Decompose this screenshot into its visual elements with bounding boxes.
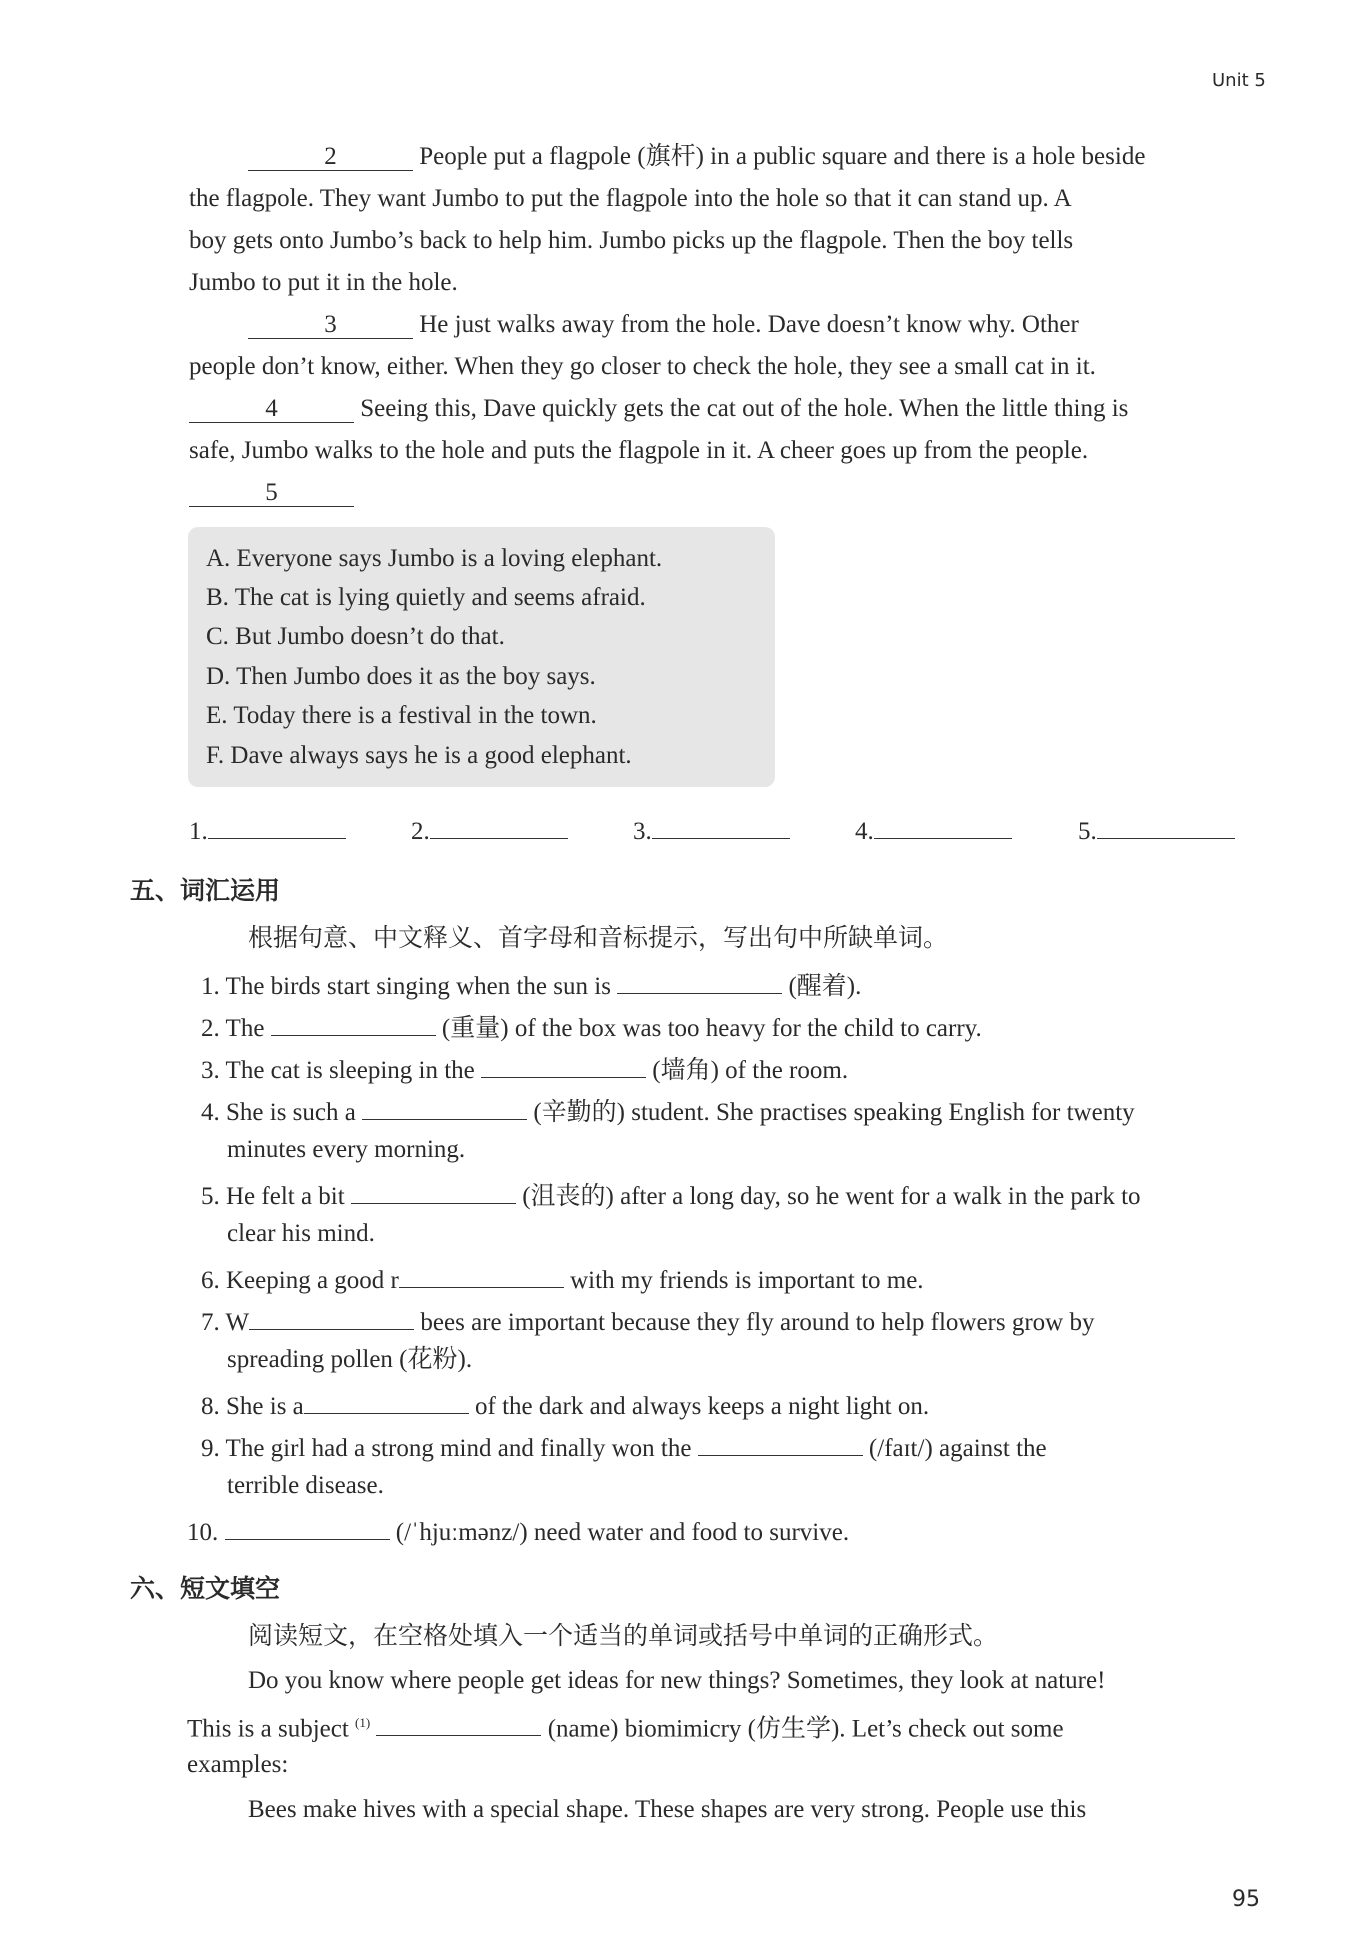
vocab-q7 xyxy=(201,1303,1095,1338)
section-5-instruction: 根据句意、中文释义、首字母和音标提示，写出句中所缺单词。 xyxy=(248,925,949,952)
vocab-q4 xyxy=(201,1093,1135,1128)
passage-line: Jumbo to put it in the hole. xyxy=(189,269,458,296)
passage-text: Seeing this, Dave quickly gets the cat out of the hole. When the little thing is xyxy=(360,395,1129,422)
vocab-q8 xyxy=(201,1387,929,1422)
passage-line: people don’t know, either. When they go closer to check the hole, they see a small cat in it. xyxy=(189,353,1096,380)
blank-5[interactable]: 5 xyxy=(189,480,354,507)
answer-blank[interactable] xyxy=(271,1009,436,1036)
question-text: (醒着). xyxy=(788,973,862,1000)
passage-text: People put a flagpole (旗杆) in a public square and there is a hole beside xyxy=(419,143,1146,170)
answer-1 xyxy=(189,812,346,847)
answer-blank[interactable] xyxy=(351,1177,516,1204)
vocab-q2 xyxy=(201,1009,982,1044)
passage-line: safe, Jumbo walks to the hole and puts the flagpole in it. A cheer goes up from the people. xyxy=(189,437,1089,464)
unit-label: Unit 5 xyxy=(1212,70,1266,91)
question-text: (/ˈhjuːmənz/) need water and food to survive. xyxy=(395,1519,850,1546)
blank-2[interactable]: 2 xyxy=(248,144,413,171)
answer-number: 5. xyxy=(1078,818,1097,845)
passage-paragraph-4 xyxy=(189,394,1128,424)
question-text: (/faɪt/) against the xyxy=(868,1435,1047,1462)
question-text: of the dark and always keeps a night light on. xyxy=(475,1393,930,1420)
answer-blank[interactable] xyxy=(225,1513,390,1540)
answer-2 xyxy=(411,812,568,847)
section-6-title: 六、短文填空 xyxy=(130,1574,281,1603)
question-text: 5. He felt a bit xyxy=(201,1183,345,1210)
cloze-line-2 xyxy=(187,1708,1064,1744)
option-b: B. The cat is lying quietly and seems afraid. xyxy=(206,584,646,611)
question-text: 3. The cat is sleeping in the xyxy=(201,1057,475,1084)
question-text: bees are important because they fly around to help flowers grow by xyxy=(420,1309,1095,1336)
answer-number: 1. xyxy=(189,818,208,845)
vocab-q10 xyxy=(187,1513,849,1548)
question-text: 9. The girl had a strong mind and finally won the xyxy=(201,1435,692,1462)
section-5-title: 五、词汇运用 xyxy=(130,876,281,905)
cloze-line: examples: xyxy=(187,1751,289,1778)
vocab-q9 xyxy=(201,1429,1047,1464)
option-c: C. But Jumbo doesn’t do that. xyxy=(206,623,505,650)
cloze-line: Bees make hives with a special shape. These shapes are very strong. People use this xyxy=(248,1796,1087,1823)
cloze-text: (name) biomimicry (仿生学). Let’s check out some xyxy=(547,1715,1064,1743)
answer-blank[interactable] xyxy=(874,812,1012,839)
vocab-q1 xyxy=(201,967,861,1002)
option-a: A. Everyone says Jumbo is a loving elephant. xyxy=(206,545,663,572)
passage-line: boy gets onto Jumbo’s back to help him. Jumbo picks up the flagpole. Then the boy tells xyxy=(189,227,1074,254)
vocab-q6 xyxy=(201,1261,924,1296)
cloze-blank-1[interactable] xyxy=(376,1709,541,1736)
vocab-q3 xyxy=(201,1051,848,1086)
passage-paragraph-5 xyxy=(189,478,354,508)
answer-blank[interactable] xyxy=(481,1051,646,1078)
answer-blank[interactable] xyxy=(652,812,790,839)
section-6-instruction: 阅读短文，在空格处填入一个适当的单词或括号中单词的正确形式。 xyxy=(248,1623,999,1650)
answer-blank[interactable] xyxy=(617,967,782,994)
blank-number: (1) xyxy=(355,1715,371,1730)
answer-blank[interactable] xyxy=(1097,812,1235,839)
question-text: 1. The birds start singing when the sun is xyxy=(201,973,611,1000)
answer-number: 3. xyxy=(633,818,652,845)
answer-5 xyxy=(1078,812,1235,847)
cloze-line: Do you know where people get ideas for new things? Sometimes, they look at nature! xyxy=(248,1667,1106,1694)
cloze-text: This is a subject xyxy=(187,1715,349,1743)
answer-number: 2. xyxy=(411,818,430,845)
answer-3 xyxy=(633,812,790,847)
answer-blank[interactable] xyxy=(698,1429,863,1456)
answer-blank[interactable] xyxy=(304,1387,469,1414)
vocab-q5-cont: clear his mind. xyxy=(227,1220,375,1247)
vocab-q9-cont: terrible disease. xyxy=(227,1472,384,1499)
vocab-q7-cont: spreading pollen (花粉). xyxy=(227,1346,473,1373)
vocab-q5 xyxy=(201,1177,1141,1212)
passage-text: He just walks away from the hole. Dave doesn’t know why. Other xyxy=(419,311,1079,338)
page-number: 95 xyxy=(1232,1887,1260,1912)
question-text: 7. W xyxy=(201,1309,250,1336)
passage-paragraph-3 xyxy=(248,310,1079,340)
passage-line: the flagpole. They want Jumbo to put the flagpole into the hole so that it can stand up. A xyxy=(189,185,1072,212)
blank-3[interactable]: 3 xyxy=(248,312,413,339)
question-text: with my friends is important to me. xyxy=(570,1267,924,1294)
passage-paragraph-2 xyxy=(248,142,1145,172)
option-f: F. Dave always says he is a good elephant. xyxy=(206,742,632,769)
question-text: (重量) of the box was too heavy for the child to carry. xyxy=(441,1015,982,1042)
option-d: D. Then Jumbo does it as the boy says. xyxy=(206,663,596,690)
question-text: 10. xyxy=(187,1519,219,1546)
blank-4[interactable]: 4 xyxy=(189,396,354,423)
answer-4 xyxy=(855,812,1012,847)
answer-blank[interactable] xyxy=(362,1093,527,1120)
question-text: 4. She is such a xyxy=(201,1099,356,1126)
question-text: 2. The xyxy=(201,1015,265,1042)
vocab-q4-cont: minutes every morning. xyxy=(227,1136,466,1163)
answer-blank[interactable] xyxy=(430,812,568,839)
option-e: E. Today there is a festival in the town. xyxy=(206,702,597,729)
answer-blank[interactable] xyxy=(399,1261,564,1288)
question-text: 6. Keeping a good r xyxy=(201,1267,399,1294)
answer-number: 4. xyxy=(855,818,874,845)
question-text: (沮丧的) after a long day, so he went for a walk in the park to xyxy=(522,1183,1141,1210)
answer-blank[interactable] xyxy=(249,1303,414,1330)
question-text: 8. She is a xyxy=(201,1393,304,1420)
question-text: (辛勤的) student. She practises speaking English for twenty xyxy=(533,1099,1135,1126)
question-text: (墙角) of the room. xyxy=(652,1057,849,1084)
answer-blank[interactable] xyxy=(208,812,346,839)
